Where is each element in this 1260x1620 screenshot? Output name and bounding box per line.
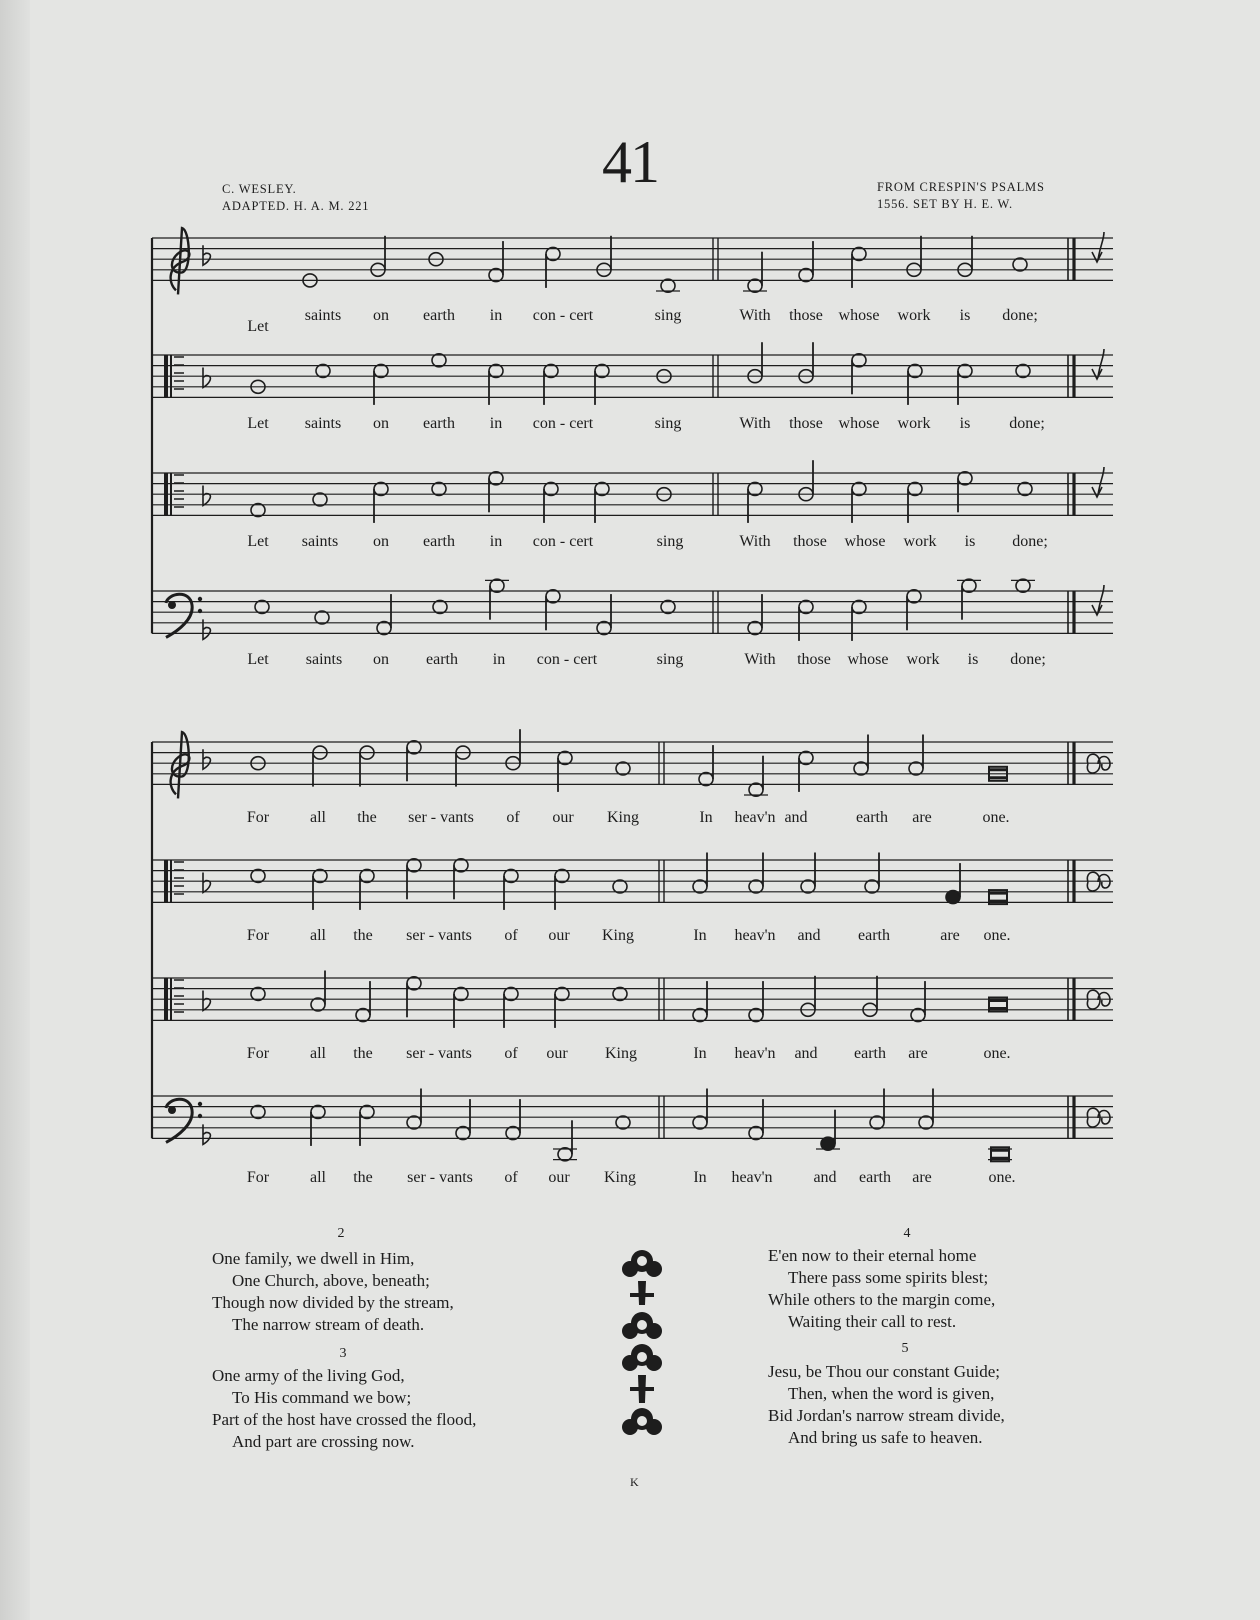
verse-line: Part of the host have crossed the flood, <box>212 1410 477 1429</box>
lyric-syllable: work <box>897 307 931 324</box>
lyric-syllable: is <box>964 533 976 550</box>
lyric-syllable: earth <box>856 809 888 826</box>
lyric-syllable: King <box>604 1169 636 1186</box>
lyric-syllable: one. <box>983 927 1011 944</box>
lyric-syllable: ser - vants <box>406 1045 472 1062</box>
lyric-syllable: con - cert <box>532 533 594 550</box>
tune-credit-line: 1556. SET BY H. E. W. <box>877 197 1013 211</box>
lyric-syllable: Let <box>247 318 269 335</box>
whole-note <box>1018 482 1032 495</box>
whole-note <box>316 364 330 377</box>
half-note <box>911 1009 925 1022</box>
c-clef-icon <box>164 860 168 902</box>
lyric-syllable: Let <box>247 415 269 432</box>
author-credit-line: ADAPTED. H. A. M. 221 <box>222 199 370 213</box>
custos-icon <box>1092 232 1104 262</box>
half-note <box>544 364 558 377</box>
whole-note <box>1013 258 1027 271</box>
half-note <box>865 880 879 893</box>
whole-note <box>315 611 329 624</box>
verse-line: Waiting their call to rest. <box>788 1312 957 1331</box>
lyric-syllable: heav'n <box>734 1045 776 1062</box>
half-note <box>693 880 707 893</box>
lyric-syllable: our <box>552 809 574 826</box>
verse-line: While others to the margin come, <box>768 1290 996 1309</box>
custos-icon <box>1092 467 1104 497</box>
verse-line: Though now divided by the stream, <box>212 1293 454 1312</box>
half-note <box>870 1116 884 1129</box>
whole-note <box>313 493 327 506</box>
lyric-syllable: con - cert <box>532 415 594 432</box>
lyric-syllable: those <box>793 533 827 550</box>
lyric-syllable: ser - vants <box>408 809 474 826</box>
lyric-syllable: and <box>797 927 821 944</box>
flat-sign-icon <box>203 368 210 388</box>
lyric-syllable: King <box>602 927 634 944</box>
lyric-syllable: ser - vants <box>406 927 472 944</box>
lyric-syllable: heav'n <box>734 809 776 826</box>
whole-note <box>433 600 447 613</box>
lyric-syllable: all <box>310 809 326 826</box>
verse-line: The narrow stream of death. <box>232 1315 425 1334</box>
half-note <box>555 869 569 882</box>
c-clef-icon <box>170 978 172 1020</box>
half-note <box>558 1148 572 1161</box>
half-note <box>489 472 503 485</box>
half-note <box>699 773 713 786</box>
lyric-syllable: all <box>310 927 326 944</box>
lyric-syllable: con - cert <box>536 651 598 668</box>
lyric-syllable: of <box>506 809 520 826</box>
lyric-syllable: done; <box>1002 307 1038 324</box>
lyric-syllable: For <box>246 809 270 826</box>
lyric-syllable: work <box>903 533 937 550</box>
lyric-syllable: all <box>310 1045 326 1062</box>
lyric-syllable: done; <box>1009 415 1045 432</box>
floral-ornament-icon <box>612 1245 672 1445</box>
bass-clef-icon <box>166 1099 192 1142</box>
c-clef-icon <box>164 978 168 1020</box>
half-note <box>374 482 388 495</box>
half-note <box>489 364 503 377</box>
lyric-syllable: those <box>789 307 823 324</box>
half-note <box>407 977 421 990</box>
whole-note <box>661 279 675 292</box>
half-note <box>962 579 976 592</box>
whole-note <box>251 987 265 1000</box>
lyric-syllable: our <box>548 1169 570 1186</box>
half-note <box>907 590 921 603</box>
lyric-syllable: of <box>504 927 518 944</box>
lyric-syllable: our <box>546 1045 568 1062</box>
verse-line: Bid Jordan's narrow stream divide, <box>768 1406 1005 1425</box>
half-note <box>506 1127 520 1140</box>
bass-clef-icon <box>168 1106 176 1114</box>
flat-sign-icon <box>203 873 210 893</box>
lyric-syllable: whose <box>838 307 880 324</box>
whole-note <box>432 482 446 495</box>
lyric-syllable: one. <box>988 1169 1016 1186</box>
half-note <box>852 354 866 367</box>
lyric-syllable: earth <box>423 533 455 550</box>
bass-clef-icon <box>166 594 192 637</box>
lyric-syllable: con - cert <box>532 307 594 324</box>
whole-note <box>1016 364 1030 377</box>
lyric-syllable: are <box>908 1045 928 1062</box>
lyric-syllable: the <box>353 1169 373 1186</box>
bass-clef-icon <box>168 601 176 609</box>
custos-icon <box>1092 585 1104 615</box>
whole-note <box>1016 579 1030 592</box>
flat-sign-icon <box>203 486 210 506</box>
lyric-syllable: sing <box>654 307 682 324</box>
half-note <box>407 1116 421 1129</box>
bass-clef-icon <box>198 1102 202 1106</box>
lyric-syllable: is <box>959 415 971 432</box>
lyric-syllable: the <box>353 1045 373 1062</box>
lyric-syllable: heav'n <box>731 1169 773 1186</box>
lyric-syllable: saints <box>304 415 342 432</box>
lyric-syllable: our <box>548 927 570 944</box>
lyric-syllable: is <box>959 307 971 324</box>
lyric-syllable: earth <box>423 307 455 324</box>
whole-note <box>251 1105 265 1118</box>
lyric-syllable: saints <box>301 533 339 550</box>
bass-clef-icon <box>198 1114 202 1118</box>
c-clef-icon <box>170 473 172 515</box>
lyric-syllable: done; <box>1010 651 1046 668</box>
lyric-syllable: all <box>310 1169 326 1186</box>
half-note <box>595 364 609 377</box>
half-note <box>456 1127 470 1140</box>
verse-number: 3 <box>339 1346 347 1361</box>
lyric-syllable: In <box>693 1045 707 1062</box>
lyric-syllable: of <box>504 1045 518 1062</box>
half-note <box>558 751 572 764</box>
lyric-syllable: on <box>373 651 389 668</box>
lyric-syllable: King <box>607 809 639 826</box>
lyric-syllable: whose <box>838 415 880 432</box>
lyric-syllable: For <box>246 927 270 944</box>
half-note <box>958 472 972 485</box>
lyric-syllable: earth <box>854 1045 886 1062</box>
half-note <box>799 269 813 282</box>
signature-mark: K <box>630 1475 640 1489</box>
lyric-syllable: the <box>357 809 377 826</box>
lyric-syllable: Let <box>247 533 269 550</box>
half-note <box>852 600 866 613</box>
lyric-syllable: For <box>246 1045 270 1062</box>
half-note <box>546 247 560 260</box>
half-note <box>489 269 503 282</box>
lyric-syllable: and <box>794 1045 818 1062</box>
whole-note <box>251 504 265 517</box>
half-note <box>908 482 922 495</box>
half-note <box>854 762 868 775</box>
c-clef-icon <box>170 355 172 397</box>
lyric-syllable: saints <box>304 307 342 324</box>
lyric-syllable: For <box>246 1169 270 1186</box>
lyric-syllable: on <box>373 415 389 432</box>
lyric-syllable: in <box>489 415 503 432</box>
lyric-syllable: the <box>353 927 373 944</box>
lyric-syllable: work <box>906 651 940 668</box>
whole-note <box>613 987 627 1000</box>
half-note <box>749 880 763 893</box>
half-note <box>852 247 866 260</box>
whole-note <box>616 762 630 775</box>
lyric-syllable: work <box>897 415 931 432</box>
verse-line: Jesu, be Thou our constant Guide; <box>768 1362 1000 1381</box>
half-note <box>407 859 421 872</box>
half-note <box>454 859 468 872</box>
quarter-note <box>821 1137 835 1150</box>
lyric-syllable: With <box>739 307 771 324</box>
bass-clef-icon <box>198 609 202 613</box>
half-note <box>748 482 762 495</box>
half-note <box>360 1105 374 1118</box>
verse-line: One army of the living God, <box>212 1366 405 1385</box>
verse-line: And bring us safe to heaven. <box>788 1428 983 1447</box>
lyric-syllable: is <box>967 651 979 668</box>
custos-icon <box>1092 349 1104 379</box>
lyric-syllable: ser - vants <box>407 1169 473 1186</box>
lyric-syllable: those <box>789 415 823 432</box>
verse-line: One family, we dwell in Him, <box>212 1249 415 1268</box>
verse-line: E'en now to their eternal home <box>768 1246 977 1265</box>
half-note <box>504 987 518 1000</box>
lyric-syllable: earth <box>859 1169 891 1186</box>
whole-note <box>616 1116 630 1129</box>
lyric-syllable: those <box>797 651 831 668</box>
lyric-syllable: on <box>373 307 389 324</box>
half-note <box>546 590 560 603</box>
lyric-syllable: whose <box>847 651 889 668</box>
whole-note <box>661 600 675 613</box>
half-note <box>693 1009 707 1022</box>
lyric-syllable: sing <box>656 533 684 550</box>
half-note <box>909 762 923 775</box>
lyric-syllable: in <box>489 307 503 324</box>
lyric-syllable: In <box>699 809 713 826</box>
lyric-syllable: in <box>489 533 503 550</box>
half-note <box>597 622 611 635</box>
c-clef-icon <box>164 355 168 397</box>
lyric-syllable: sing <box>654 415 682 432</box>
lyric-syllable: are <box>940 927 960 944</box>
half-note <box>356 1009 370 1022</box>
whole-note <box>255 600 269 613</box>
lyric-syllable: In <box>693 1169 707 1186</box>
half-note <box>595 482 609 495</box>
lyric-syllable: whose <box>844 533 886 550</box>
lyric-syllable: saints <box>305 651 343 668</box>
lyric-syllable: Let <box>247 651 269 668</box>
hymn-number: 41 <box>602 129 658 195</box>
lyric-syllable: With <box>739 533 771 550</box>
flat-sign-icon <box>203 991 210 1011</box>
lyric-syllable: on <box>373 533 389 550</box>
c-clef-icon <box>170 860 172 902</box>
verse-line: There pass some spirits blest; <box>788 1268 989 1287</box>
lyric-syllable: With <box>744 651 776 668</box>
half-note <box>852 482 866 495</box>
half-note <box>748 279 762 292</box>
verse-number: 2 <box>337 1226 345 1241</box>
verse-line: One Church, above, beneath; <box>232 1271 430 1290</box>
lyric-syllable: in <box>492 651 506 668</box>
half-note <box>748 622 762 635</box>
lyric-syllable: earth <box>858 927 890 944</box>
author-credit-line: C. WESLEY. <box>222 182 297 196</box>
half-note <box>799 751 813 764</box>
half-note <box>749 1009 763 1022</box>
half-note <box>693 1116 707 1129</box>
bass-clef-icon <box>198 597 202 601</box>
half-note <box>749 783 763 796</box>
whole-note <box>251 869 265 882</box>
lyric-syllable: and <box>784 809 808 826</box>
half-note <box>360 869 374 882</box>
lyric-syllable: and <box>813 1169 837 1186</box>
lyric-syllable: With <box>739 415 771 432</box>
half-note <box>504 869 518 882</box>
lyric-syllable: earth <box>426 651 458 668</box>
half-note <box>454 987 468 1000</box>
whole-note <box>432 354 446 367</box>
verse-line: To His command we bow; <box>232 1388 412 1407</box>
tune-credit-line: FROM CRESPIN'S PSALMS <box>877 180 1045 194</box>
half-note <box>490 579 504 592</box>
lyric-syllable: In <box>693 927 707 944</box>
verse-number: 4 <box>903 1226 911 1241</box>
lyric-syllable: are <box>912 1169 932 1186</box>
half-note <box>958 364 972 377</box>
half-note <box>311 1105 325 1118</box>
half-note <box>374 364 388 377</box>
half-note <box>311 998 325 1011</box>
verse-number: 5 <box>901 1341 909 1356</box>
half-note <box>407 741 421 754</box>
lyric-syllable: earth <box>423 415 455 432</box>
c-clef-icon <box>164 473 168 515</box>
lyric-syllable: of <box>504 1169 518 1186</box>
verse-line: And part are crossing now. <box>232 1432 415 1451</box>
lyric-syllable: one. <box>983 1045 1011 1062</box>
half-note <box>799 600 813 613</box>
verse-line: Then, when the word is given, <box>788 1384 995 1403</box>
whole-note <box>613 880 627 893</box>
half-note <box>919 1116 933 1129</box>
lyric-syllable: are <box>912 809 932 826</box>
lyric-syllable: done; <box>1012 533 1048 550</box>
lyric-syllable: one. <box>982 809 1010 826</box>
half-note <box>377 622 391 635</box>
lyric-syllable: King <box>605 1045 637 1062</box>
half-note <box>908 364 922 377</box>
half-note <box>801 880 815 893</box>
quarter-note <box>946 891 960 904</box>
lyric-syllable: sing <box>656 651 684 668</box>
half-note <box>555 987 569 1000</box>
half-note <box>544 482 558 495</box>
half-note <box>313 869 327 882</box>
lyric-syllable: heav'n <box>734 927 776 944</box>
half-note <box>749 1127 763 1140</box>
